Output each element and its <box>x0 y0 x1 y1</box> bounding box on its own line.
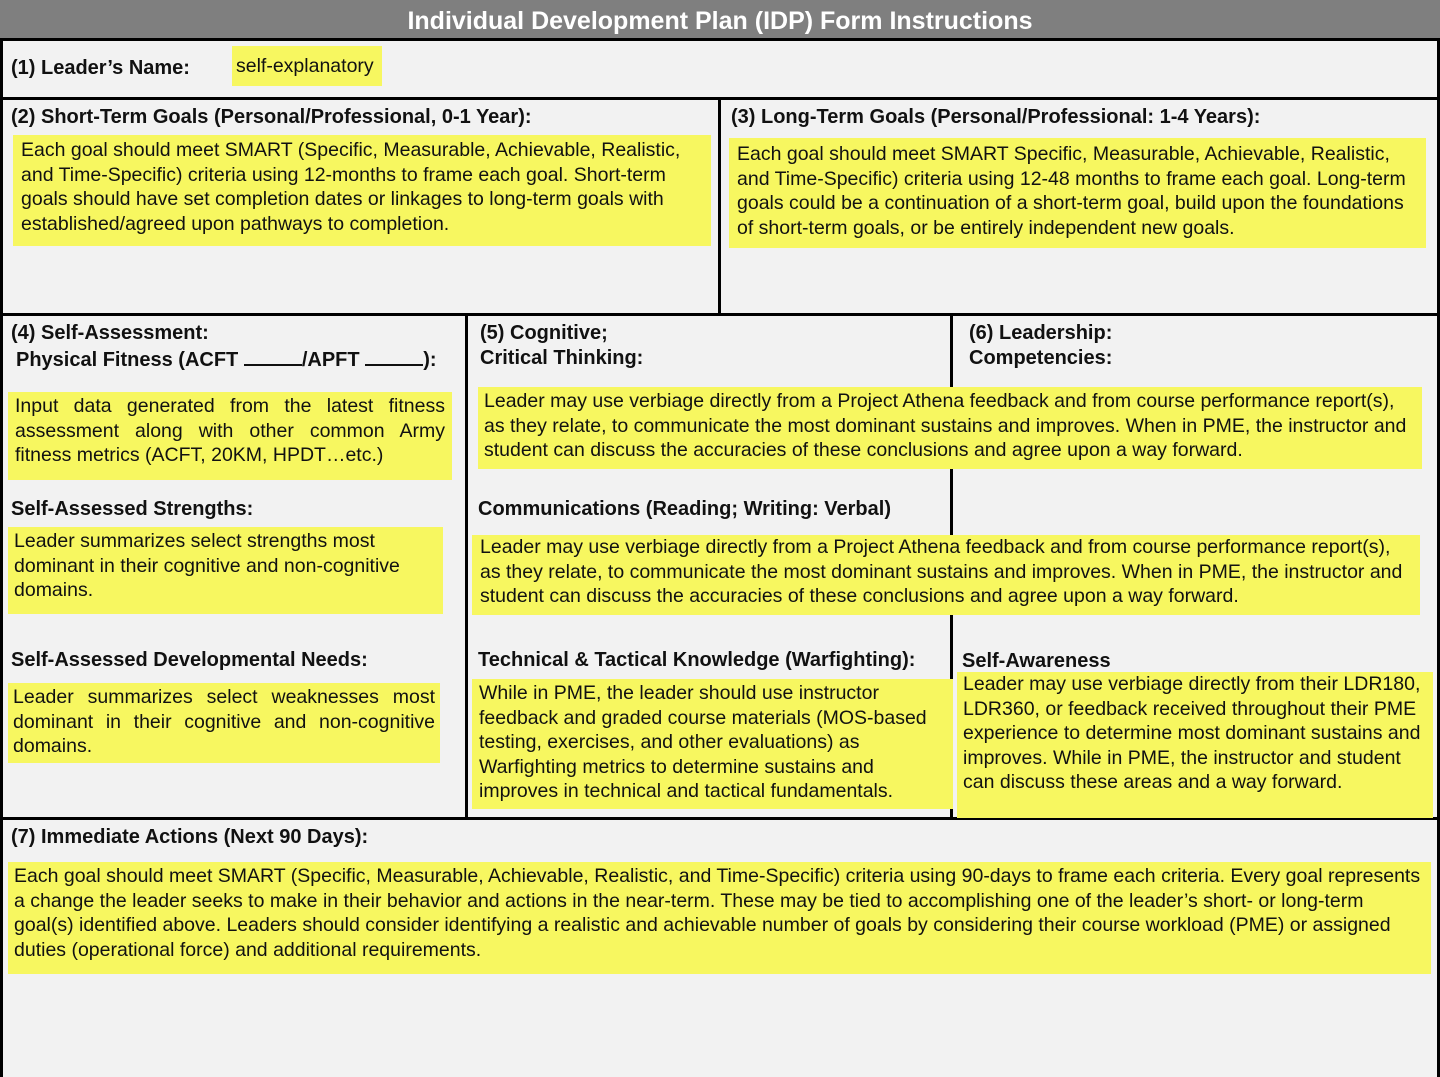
physical-fitness-end-text: ): <box>423 349 437 371</box>
communications-text[interactable]: Leader may use verbiage directly from a Project Athena feedback and from course performance report(s), as they relate, to communicate the most dominant sustains and improves. When in PME, the instructor and student can discuss the accuracies of these conclusions and agree upon a way forward. <box>472 535 1420 615</box>
competencies-label: Competencies: <box>969 347 1113 369</box>
apft-score-blank[interactable] <box>365 346 423 366</box>
leader-name-label: (1) Leader’s Name: <box>11 57 190 79</box>
short-term-goals-label: (2) Short-Term Goals (Personal/Professional, 0-1 Year): <box>11 106 532 128</box>
divider <box>465 314 468 818</box>
long-term-goals-label: (3) Long-Term Goals (Personal/Professional: 1-4 Years): <box>731 106 1261 128</box>
divider <box>0 38 3 1077</box>
divider <box>718 98 721 314</box>
cognitive-label: (5) Cognitive; <box>480 322 608 344</box>
physical-fitness-apft-text: /APFT <box>301 349 366 371</box>
self-assessment-label: (4) Self-Assessment: <box>11 322 209 344</box>
critical-thinking-label: Critical Thinking: <box>480 347 644 369</box>
leader-name-value[interactable]: self-explanatory <box>232 46 382 86</box>
strengths-label: Self-Assessed Strengths: <box>11 498 254 520</box>
immediate-actions-text[interactable]: Each goal should meet SMART (Specific, Measurable, Achievable, Realistic, and Time-Specific) criteria using 90-days to frame each criteria. Every goal represents a change the leader seeks to make in their behavior and actions in the near-term. These may be tied to accomplishing one of the leader’s short- or long-term goal(s) identified above. Leaders should consider identifying a realistic and achievable number of goals by considering their course workload (PME) or assigned duties (operational force) and additional requirements. <box>8 862 1431 974</box>
physical-fitness-acft-text: Physical Fitness (ACFT <box>16 349 244 371</box>
long-term-goals-text[interactable]: Each goal should meet SMART Specific, Measurable, Achievable, Realistic, and Time-Specific) criteria using 12-48 months to frame each goal. Long-term goals could be a continuation of a short-term goal, build upon the foundations of short-term goals, or be entirely independent new goals. <box>729 138 1426 248</box>
developmental-needs-text[interactable]: Leader summarizes select weaknesses most dominant in their cognitive and non-cognitive domains. <box>8 683 440 763</box>
leadership-label: (6) Leadership: <box>969 322 1113 344</box>
communications-label: Communications (Reading; Writing: Verbal) <box>478 498 891 520</box>
self-awareness-text[interactable]: Leader may use verbiage directly from their LDR180, LDR360, or feedback received throughout their PME experience to determine most dominant sustains and improves. While in PME, the instructor and student can discuss these areas and a way forward. <box>957 672 1433 818</box>
technical-tactical-label: Technical & Tactical Knowledge (Warfighting): <box>478 649 916 671</box>
strengths-text[interactable]: Leader summarizes select strengths most dominant in their cognitive and non-cognitive domains. <box>8 527 443 614</box>
fitness-text[interactable]: Input data generated from the latest fitness assessment along with other common Army fitness metrics (ACFT, 20KM, HPDT…etc.) <box>8 392 452 480</box>
technical-tactical-text[interactable]: While in PME, the leader should use instructor feedback and graded course materials (MOS-based testing, exercises, and other evaluations) as Warfighting metrics to determine sustains and improves in technical and tactical fundamentals. <box>472 679 953 809</box>
self-awareness-label: Self-Awareness <box>962 650 1111 672</box>
developmental-needs-label: Self-Assessed Developmental Needs: <box>11 649 368 671</box>
critical-thinking-text[interactable]: Leader may use verbiage directly from a Project Athena feedback and from course performance report(s), as they relate, to communicate the most dominant sustains and improves. When in PME, the instructor and student can discuss the accuracies of these conclusions and agree upon a way forward. <box>478 387 1422 469</box>
physical-fitness-label <box>16 346 437 373</box>
divider <box>0 38 1440 41</box>
immediate-actions-label: (7) Immediate Actions (Next 90 Days): <box>11 826 369 848</box>
form-title: Individual Development Plan (IDP) Form Instructions <box>0 0 1440 40</box>
acft-score-blank[interactable] <box>244 346 302 366</box>
short-term-goals-text[interactable]: Each goal should meet SMART (Specific, Measurable, Achievable, Realistic, and Time-Specific) criteria using 12-months to frame each goal. Short-term goals should have set completion dates or linkages to long-term goals with established/agreed upon pathways to completion. <box>13 135 711 246</box>
